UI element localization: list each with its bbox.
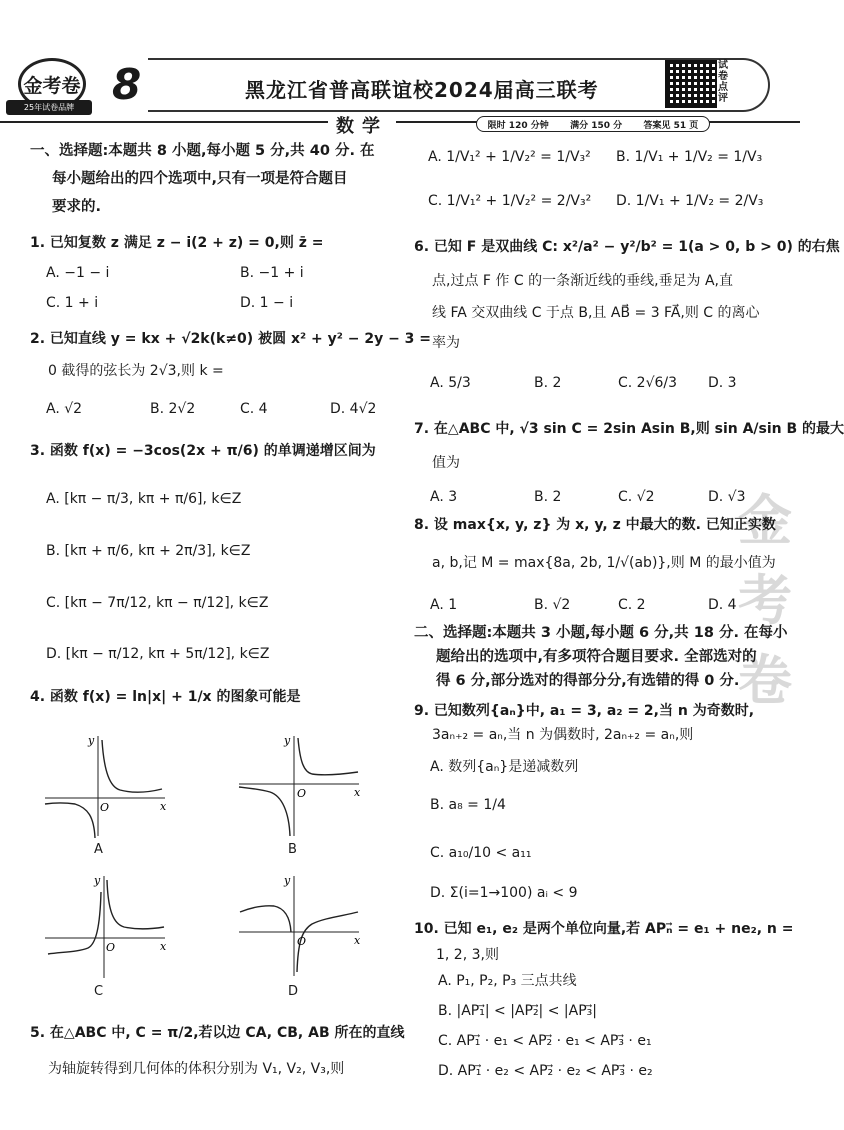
question-7 [414,418,844,474]
q5-option-c[interactable]: C. 1/V₁² + 1/V₂² = 2/V₃² [428,193,592,209]
question-6 [414,236,840,354]
q9-stem: 3aₙ₊₂ = aₙ,当 n 为偶数时, 2aₙ₊₂ = aₙ,则 [432,727,694,743]
q10-option-d[interactable]: D. AP₁⃗ · e₂ < AP₂⃗ · e₂ < AP₃⃗ · e₂ [438,1063,653,1079]
section2-line: 题给出的选项中,有多项符合题目要求. 全部选对的 [436,649,757,665]
q5-option-d[interactable]: D. 1/V₁ + 1/V₂ = 2/V₃ [616,193,764,209]
section2-line: 得 6 分,部分选对的得部分分,有选错的得 0 分. [436,673,740,689]
y-axis-label: y [284,734,291,747]
section2-heading [414,622,788,692]
q10-stem: 1, 2, 3,则 [436,947,499,963]
q9-option-c[interactable]: C. a₁₀/10 < a₁₁ [430,845,532,861]
origin-label: O [106,941,116,954]
question-5 [30,1022,405,1080]
curve-right [297,912,358,972]
q8-option-d[interactable]: D. 4 [708,597,737,613]
graph-b-label: B [288,842,297,857]
q7-option-b[interactable]: B. 2 [534,489,562,505]
q5-option-a[interactable]: A. 1/V₁² + 1/V₂² = 1/V₃² [428,149,591,165]
question-8 [414,514,776,574]
section1-heading [30,140,375,218]
q6-stem: 线 FA 交双曲线 C 于点 B,且 AB⃗ = 3 FA⃗,则 C 的离心 [432,305,760,321]
q2-stem: 2. 已知直线 y = kx + √2k(k≠0) 被圆 x² + y² − 2y − 3 = [30,331,432,347]
q6-option-a[interactable]: A. 5/3 [430,375,471,391]
q3-option-c[interactable]: C. [kπ − 7π/12, kπ − π/12], k∈Z [46,595,269,611]
y-axis-label: y [284,874,291,887]
watermark: 金考卷 [738,488,792,712]
q1-option-a[interactable]: A. −1 − i [46,265,110,281]
q6-stem: 点,过点 F 作 C 的一条渐近线的垂线,垂足为 A,直 [432,273,734,289]
section1-line: 每小题给出的四个选项中,只有一项是符合题目 [52,171,348,187]
exam-title: 黑龙江省普高联谊校2024届高三联考 [245,78,599,102]
curve-left [239,787,290,836]
q3-option-d[interactable]: D. [kπ − π/12, kπ + 5π/12], k∈Z [46,646,270,662]
q2-stem: 0 截得的弦长为 2√3,则 k = [48,363,224,379]
question-2 [30,328,431,382]
logo-emblem: 金考卷 [18,58,86,110]
q7-stem: 7. 在△ABC 中, √3 sin C = 2sin Asin B,则 sin A/sin B 的最大 [414,421,844,437]
q2-option-c[interactable]: C. 4 [240,401,268,417]
issue-number: 8 [112,60,142,109]
qr-label: 试卷点评 [718,60,728,104]
q7-stem: 值为 [432,455,460,471]
q9-stem: 9. 已知数列{aₙ}中, a₁ = 3, a₂ = 2,当 n 为奇数时, [414,703,755,719]
q10-option-c[interactable]: C. AP₁⃗ · e₁ < AP₂⃗ · e₁ < AP₃⃗ · e₁ [438,1033,652,1049]
q2-option-d[interactable]: D. 4√2 [330,401,377,417]
q10-option-a[interactable]: A. P₁, P₂, P₃ 三点共线 [438,973,577,989]
curve-right [107,880,164,929]
q9-option-a[interactable]: A. 数列{aₙ}是递减数列 [430,759,579,775]
section1-line: 一、选择题:本题共 8 小题,每小题 5 分,共 40 分. 在 [30,143,375,159]
q1-option-d[interactable]: D. 1 − i [240,295,294,311]
q5-stem: 5. 在△ABC 中, C = π/2,若以边 CA, CB, AB 所在的直线 [30,1025,405,1041]
x-axis-label: x [354,786,361,799]
curve-right [298,738,358,775]
q5-option-b[interactable]: B. 1/V₁ + 1/V₂ = 1/V₃ [616,149,763,165]
q10-stem: 10. 已知 e₁, e₂ 是两个单位向量,若 APₙ⃗ = e₁ + ne₂, n = [414,921,794,937]
q1-option-b[interactable]: B. −1 + i [240,265,304,281]
curve-right [102,740,162,792]
q9-option-b[interactable]: B. a₈ = 1/4 [430,797,506,813]
graph-a[interactable] [40,732,170,842]
q8-stem: 8. 设 max{x, y, z} 为 x, y, z 中最大的数. 已知正实数 [414,517,776,533]
brand-logo [6,58,94,120]
q7-option-a[interactable]: A. 3 [430,489,458,505]
q8-option-b[interactable]: B. √2 [534,597,571,613]
q3-stem: 3. 函数 f(x) = −3cos(2x + π/6) 的单调递增区间为 [30,443,376,459]
graph-a-label: A [94,842,103,857]
graph-c-label: C [94,984,104,999]
x-axis-label: x [160,940,167,953]
q3-option-b[interactable]: B. [kπ + π/6, kπ + 2π/3], k∈Z [46,543,251,559]
y-axis-label: y [88,734,95,747]
q1-option-c[interactable]: C. 1 + i [46,295,99,311]
q8-option-c[interactable]: C. 2 [618,597,646,613]
question-10 [414,918,793,966]
q7-option-c[interactable]: C. √2 [618,489,655,505]
q4-stem: 4. 函数 f(x) = ln|x| + 1/x 的图象可能是 [30,689,301,705]
graph-d[interactable] [234,872,364,982]
origin-label: O [297,787,307,800]
y-axis-label: y [94,874,101,887]
q1-stem: 1. 已知复数 z 满足 z − i(2 + z) = 0,则 z̄ = [30,235,324,251]
q3-option-a[interactable]: A. [kπ − π/3, kπ + π/6], k∈Z [46,491,242,507]
section1-line: 要求的. [52,199,102,215]
q10-option-b[interactable]: B. |AP₁⃗| < |AP₂⃗| < |AP₃⃗| [438,1003,597,1019]
q6-stem: 6. 已知 F 是双曲线 C: x²/a² − y²/b² = 1(a > 0, b > 0) 的右焦 [414,239,840,255]
q2-option-a[interactable]: A. √2 [46,401,83,417]
q7-option-d[interactable]: D. √3 [708,489,746,505]
origin-label: O [100,801,110,814]
q5-stem: 为轴旋转得到几何体的体积分别为 V₁, V₂, V₃,则 [48,1061,345,1077]
graph-c[interactable] [40,872,170,982]
subject-title: 数学 [328,112,396,138]
origin-label: O [297,935,307,948]
q8-stem: a, b,记 M = max{8a, 2b, 1/√(ab)},则 M 的最小值为 [432,555,776,571]
exam-meta [476,116,710,132]
x-axis-label: x [160,800,167,813]
qr-code-icon[interactable] [665,60,717,108]
time-limit: 限时 120 分钟 [487,120,549,131]
q2-option-b[interactable]: B. 2√2 [150,401,196,417]
question-9 [414,700,754,746]
graph-d-label: D [288,984,299,999]
q6-option-b[interactable]: B. 2 [534,375,562,391]
logo-ribbon: 25年试卷品牌 [6,100,92,115]
section2-line: 二、选择题:本题共 3 小题,每小题 6 分,共 18 分. 在每小 [414,625,788,641]
question-1 [30,232,323,254]
q6-stem: 率为 [432,335,460,351]
curve-left [240,906,291,932]
full-score: 满分 150 分 [570,120,623,131]
graph-b[interactable] [234,732,364,842]
x-axis-label: x [354,934,361,947]
q9-option-d[interactable]: D. Σ(i=1→100) aᵢ < 9 [430,885,578,901]
q6-option-d[interactable]: D. 3 [708,375,737,391]
q6-option-c[interactable]: C. 2√6/3 [618,375,678,391]
curve-left [45,803,95,838]
answer-page: 答案见 51 页 [643,120,699,131]
curve-left [48,892,101,954]
q8-option-a[interactable]: A. 1 [430,597,458,613]
